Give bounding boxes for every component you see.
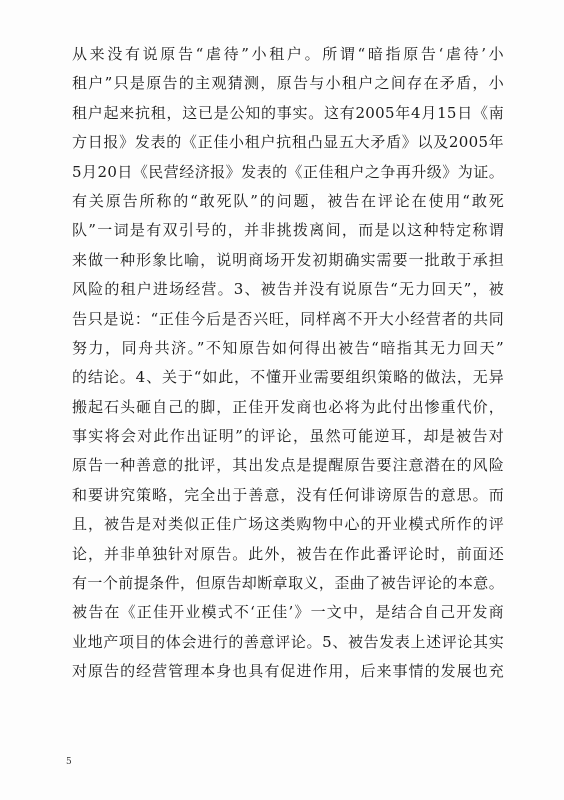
text-line: 租户起来抗租，这已是公知的事实。这有2005年4月15日《南 [72, 103, 504, 122]
text-line: 租户”只是原告的主观猜测，原告与小租户之间存在矛盾，小 [72, 74, 504, 93]
text-line: 努力，同舟共济。”不知原告如何得出被告“暗指其无力回天” [72, 338, 504, 357]
text-line: 论，并非单独针对原告。此外，被告在作此番评论时，前面还 [72, 544, 504, 563]
text-line: 方日报》发表的《正佳小租户抗租凸显五大矛盾》以及2005年 [72, 133, 504, 152]
text-line: 来做一种形象比喻，说明商场开发初期确实需要一批敢于承担 [72, 250, 504, 269]
text-line: 且，被告是对类似正佳广场这类购物中心的开业模式所作的评 [72, 515, 504, 534]
text-line: 事实将会对此作出证明”的评论，虽然可能逆耳，却是被告对 [72, 427, 504, 446]
text-line: 原告一种善意的批评，其出发点是提醒原告要注意潜在的风险 [72, 456, 504, 475]
text-line: 和要讲究策略，完全出于善意，没有任何诽谤原告的意思。而 [72, 485, 504, 504]
text-line: 告只是说：“正佳今后是否兴旺，同样离不开大小经营者的共同 [72, 309, 504, 328]
page-number: 5 [66, 757, 72, 767]
text-line: 的结论。4、关于“如此，不懂开业需要组织策略的做法，无异 [72, 368, 504, 387]
text-line: 有一个前提条件，但原告却断章取义，歪曲了被告评论的本意。 [72, 574, 504, 593]
text-line: 从来没有说原告“虐待”小租户。所谓“暗指原告‘虐待’小 [72, 45, 504, 63]
text-line: 搬起石头砸自己的脚，正佳开发商也必将为此付出惨重代价， [72, 397, 504, 416]
text-line: 风险的租户进场经营。3、被告并没有说原告“无力回天”，被 [72, 280, 504, 299]
body-text [72, 40, 504, 687]
text-line: 有关原告所称的“敢死队”的问题，被告在评论在使用“敢死 [72, 191, 504, 210]
text-line: 5月20日《民营经济报》发表的《正佳租户之争再升级》为证。 [72, 162, 504, 181]
text-line: 被告在《正佳开业模式不‘正佳’》一文中，是结合自己开发商 [72, 603, 504, 622]
text-line: 业地产项目的体会进行的善意评论。5、被告发表上述评论其实 [72, 632, 504, 651]
text-line: 队”一词是有双引号的，并非挑拨离间，而是以这种特定称谓 [72, 221, 504, 240]
text-line: 对原告的经营管理本身也具有促进作用，后来事情的发展也充 [72, 662, 504, 681]
